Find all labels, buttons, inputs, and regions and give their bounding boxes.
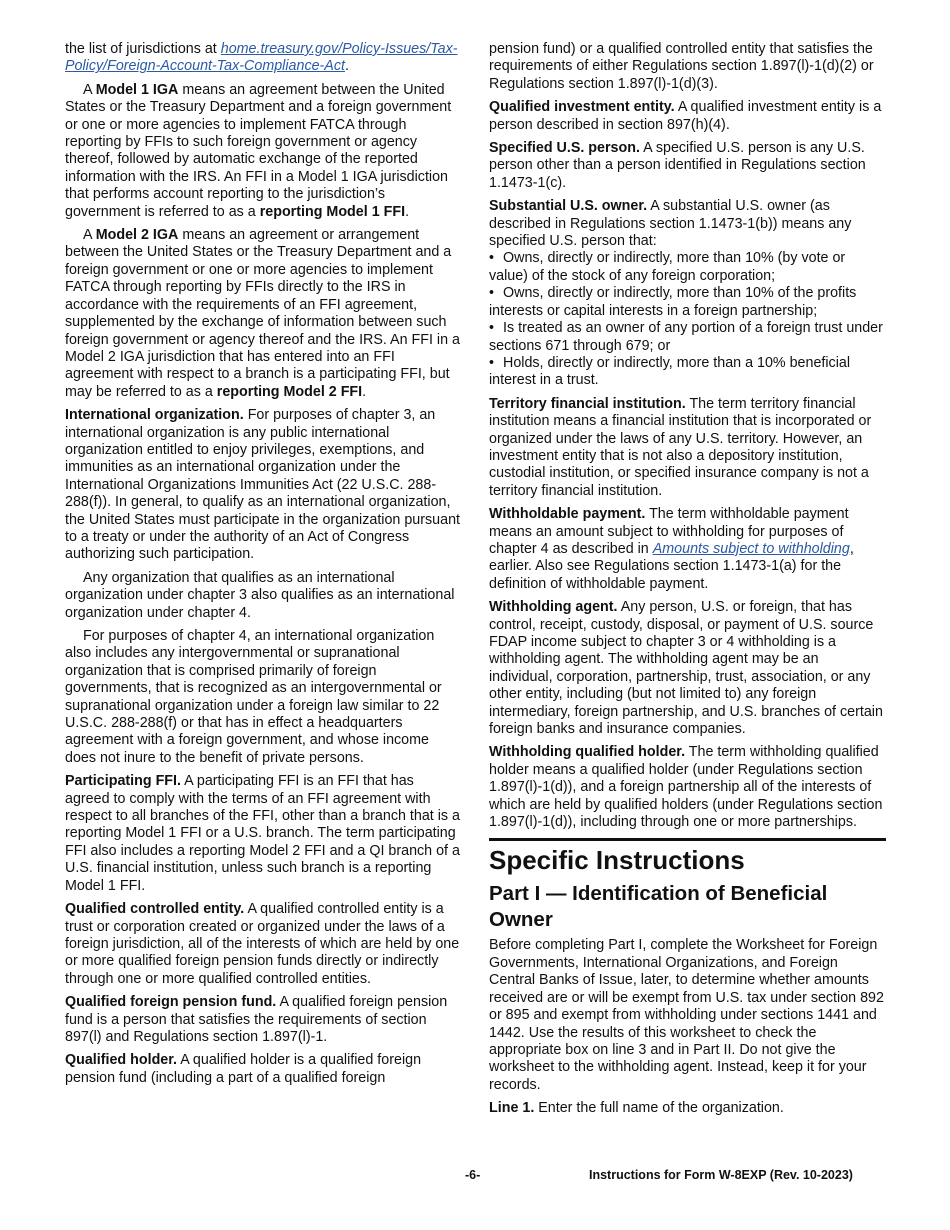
reporting-model1-ffi-term: reporting Model 1 FFI (259, 203, 406, 220)
bullet-icon: • (489, 320, 495, 337)
section-divider (489, 838, 886, 841)
intl-org-chapter4-paragraph: Any organization that qualifies as an international organization under chapter 3 also qualifies as an international organization under chapter 4. (65, 569, 455, 621)
list-item (489, 355, 886, 390)
line1-term: Line 1. (489, 1100, 535, 1117)
international-organization-term: International organization. (65, 407, 244, 424)
qualified-foreign-pension-fund-body: A qualified foreign pension fund is a person that satisfies the requirements of section 897(l) and Regulations section 1.897(l)-1. (65, 994, 448, 1045)
withholding-qualified-holder-paragraph (489, 744, 886, 831)
substantial-us-owner-section (489, 198, 886, 389)
amounts-subject-to-withholding-link[interactable]: Amounts subject to withholding (652, 540, 850, 557)
form-reference: Instructions for Form W-8EXP (Rev. 10-2023) (589, 1168, 853, 1182)
left-column (65, 41, 461, 1093)
model1-article: A (83, 81, 96, 98)
qualified-holder-paragraph (65, 1052, 461, 1087)
withholding-agent-term: Withholding agent. (489, 599, 618, 616)
qualified-controlled-entity-term: Qualified controlled entity. (65, 901, 245, 918)
specified-us-person-paragraph (489, 140, 886, 192)
bullet-text: Holds, directly or indirectly, more than a 10% beneficial interest in a trust. (489, 354, 850, 389)
qualified-foreign-pension-fund-term: Qualified foreign pension fund. (65, 994, 277, 1011)
right-column (489, 41, 886, 1124)
model1-iga-paragraph (65, 82, 461, 221)
withholding-qualified-holder-body: The term withholding qualified holder means a qualified holder (under Regulations section 1.897(l)-1(d)), and a foreign partnership all of the interests of which are held by qualified holders (under Regulations section 1.897(l)-1(d)), including through one or more partnerships. (489, 744, 883, 831)
withholding-agent-body: Any person, U.S. or foreign, that has control, receipt, custody, disposal, or payment of U.S. source FDAP income subject to chapter 3 or 4 withholding is a withholding agent. The withholding agent may be an individual, corporation, partnership, trust, association, or any other entity, including (but not limited to) any foreign intermediary, foreign partnership, and U.S. branches of certain foreign banks and insurance companies. (489, 599, 883, 738)
withholding-qualified-holder-term: Withholding qualified holder. (489, 744, 686, 761)
bullet-icon: • (489, 250, 495, 267)
substantial-us-owner-term: Substantial U.S. owner. (489, 198, 648, 215)
model2-iga-paragraph (65, 227, 461, 401)
model1-iga-body: means an agreement between the United States or the Treasury Department and a foreign government or one or more agencies to implement FATCA through reporting by FFIs to such foreign government or agency thereof, followed by automatic exchange of the reported information with the IRS. An FFI in a Model 1 IGA jurisdiction that performs account reporting to the jurisdiction’s government is referred to as a (65, 81, 452, 220)
international-organization-body: For purposes of chapter 3, an international organization is any public international organization entitled to enjoy privileges, exemptions, and immunities as an international organization under the International Organizations Immunities Act (22 U.S.C. 288-288(f)). In general, to qualify as an international organization, the United States must participate in the organization pursuant to a treaty or under the authority of an Act of Congress authorizing such participation. (65, 407, 460, 563)
qualified-controlled-entity-body: A qualified controlled entity is a trust or corporation created or organized under the laws of a foreign jurisdiction, all of the interests of which are held by one or more qualified foreign pension funds directly or indirectly through one or more qualified controlled entities. (65, 901, 460, 987)
withholdable-payment-paragraph (489, 506, 886, 593)
intl-org-chapter4-extended-paragraph: For purposes of chapter 4, an international organization also includes any intergovernmental or supranational organization that is comprised primarily of foreign governments, that is recognized as an intergovernmental or supranational organization under a foreign law similar to 22 U.S.C. 288-288(f) or that has in effect a headquarters agreement with a foreign government, and whose income does not inure to the benefit of private persons. (65, 628, 442, 766)
reporting-model2-ffi-term: reporting Model 2 FFI (216, 383, 363, 400)
specified-us-person-term: Specified U.S. person. (489, 140, 640, 157)
model2-iga-term: Model 2 IGA (95, 227, 179, 244)
list-item (489, 285, 886, 320)
qualified-investment-entity-term: Qualified investment entity. (489, 99, 675, 116)
qualified-investment-entity-paragraph (489, 99, 886, 134)
intro-period: . (344, 58, 349, 75)
qualified-holder-continuation: pension fund) or a qualified controlled entity that satisfies the requirements of either Regulations section 1.897(l)-1(d)(2) or Regulations section 1.897(l)-1(d)(3). (489, 41, 874, 92)
qualified-investment-entity-body: A qualified investment entity is a person described in section 897(h)(4). (489, 99, 882, 133)
territory-financial-institution-body: The term territory financial institution means a financial institution that is incorporated or organized under the laws of any U.S. territory. However, an investment entity that is not also a depository institution, custodial institution, or specified insurance company is not a territory financial institution. (489, 395, 872, 499)
line1-body: Enter the full name of the organization. (534, 1100, 784, 1117)
bullet-text: Owns, directly or indirectly, more than 10% of the profits interests or capital interests in a foreign partnership; (489, 285, 857, 319)
model1-iga-term: Model 1 IGA (95, 81, 179, 98)
bullet-icon: • (489, 285, 495, 302)
page-number: -6- (465, 1168, 481, 1182)
treasury-fatca-link[interactable]: home.treasury.gov/Policy-Issues/Tax-Policy/Foreign-Account-Tax-Compliance-Act (65, 41, 458, 75)
model2-iga-body: means an agreement or arrangement between the United States or the Treasury Department and a foreign government or one or more agencies to implement FATCA through reporting by FFIs directly to the IRS in accordance with the requirements of an FFI agreement, supplemented by the exchange of information between such foreign government or agency thereof and the IRS. An FFI in a Model 2 IGA jurisdiction that has entered into an FFI agreement with respect to a branch is a participating FFI, but may be referred to as a (65, 227, 460, 400)
participating-ffi-term: Participating FFI. (65, 773, 181, 790)
list-item (489, 250, 886, 285)
model1-end: . (405, 203, 410, 220)
withholdable-payment-after: , earlier. Also see Regulations section 1.1473-1(a) for the definition of withholdable payment. (489, 540, 854, 592)
bullet-icon: • (489, 354, 495, 371)
withholding-agent-paragraph (489, 599, 886, 738)
intro-text: the list of jurisdictions at (65, 41, 221, 57)
bullet-text: Owns, directly or indirectly, more than 10% (by vote or value) of the stock of any foreign corporation; (489, 250, 846, 284)
model2-end: . (362, 383, 367, 400)
part1-intro-paragraph: Before completing Part I, complete the Worksheet for Foreign Governments, International Organizations, and Foreign Central Banks of Issue, later, to determine whether amounts received are or will be exempt from U.S. tax under section 892 or 895 and exempt from withholding under sections 1441 and 1442. Use the results of this worksheet to check the appropriate box on line 3 and in Part II. Do not give the worksheet to the withholding agent. Instead, keep it for your records. (489, 937, 884, 1093)
part1-heading: Part I — Identification of Beneficial Owner (489, 882, 828, 932)
specific-instructions-heading: Specific Instructions (489, 845, 745, 876)
participating-ffi-paragraph (65, 773, 461, 895)
withholdable-payment-term: Withholdable payment. (489, 506, 646, 523)
list-item (489, 320, 886, 355)
specified-us-person-body: A specified U.S. person is any U.S. person other than a person identified in Regulations section 1.1473-1(c). (489, 140, 866, 191)
bullet-text: Is treated as an owner of any portion of a foreign trust under sections 671 through 679; or (489, 320, 883, 354)
international-organization-paragraph (65, 407, 461, 564)
territory-financial-institution-term: Territory financial institution. (489, 395, 686, 412)
intro-paragraph (65, 41, 461, 76)
territory-financial-institution-paragraph (489, 396, 886, 500)
participating-ffi-body: A participating FFI is an FFI that has agreed to comply with the terms of an FFI agreement with respect to all branches of the FFI, other than a branch that is a reporting Model 1 FFI or a U.S. branch. The term participating FFI also includes a reporting Model 2 FFI and a QI branch of a U.S. financial institution, unless such branch is a reporting Model 1 FFI. (65, 773, 460, 894)
withholdable-payment-body: The term withholdable payment means an amount subject to withholding for purposes of chapter 4 as described in (489, 506, 849, 557)
qualified-holder-body: A qualified holder is a qualified foreign pension fund (including a part of a qualified foreign (65, 1052, 422, 1086)
qualified-controlled-entity-paragraph (65, 901, 461, 988)
substantial-us-owner-paragraph (489, 198, 886, 250)
qualified-holder-term: Qualified holder. (65, 1052, 178, 1069)
model2-article: A (83, 227, 96, 244)
qualified-foreign-pension-fund-paragraph (65, 994, 461, 1046)
substantial-us-owner-body: A substantial U.S. owner (as described in Regulations section 1.1473-1(b)) means any specified U.S. person that: (489, 198, 852, 250)
line1-paragraph (489, 1100, 886, 1117)
